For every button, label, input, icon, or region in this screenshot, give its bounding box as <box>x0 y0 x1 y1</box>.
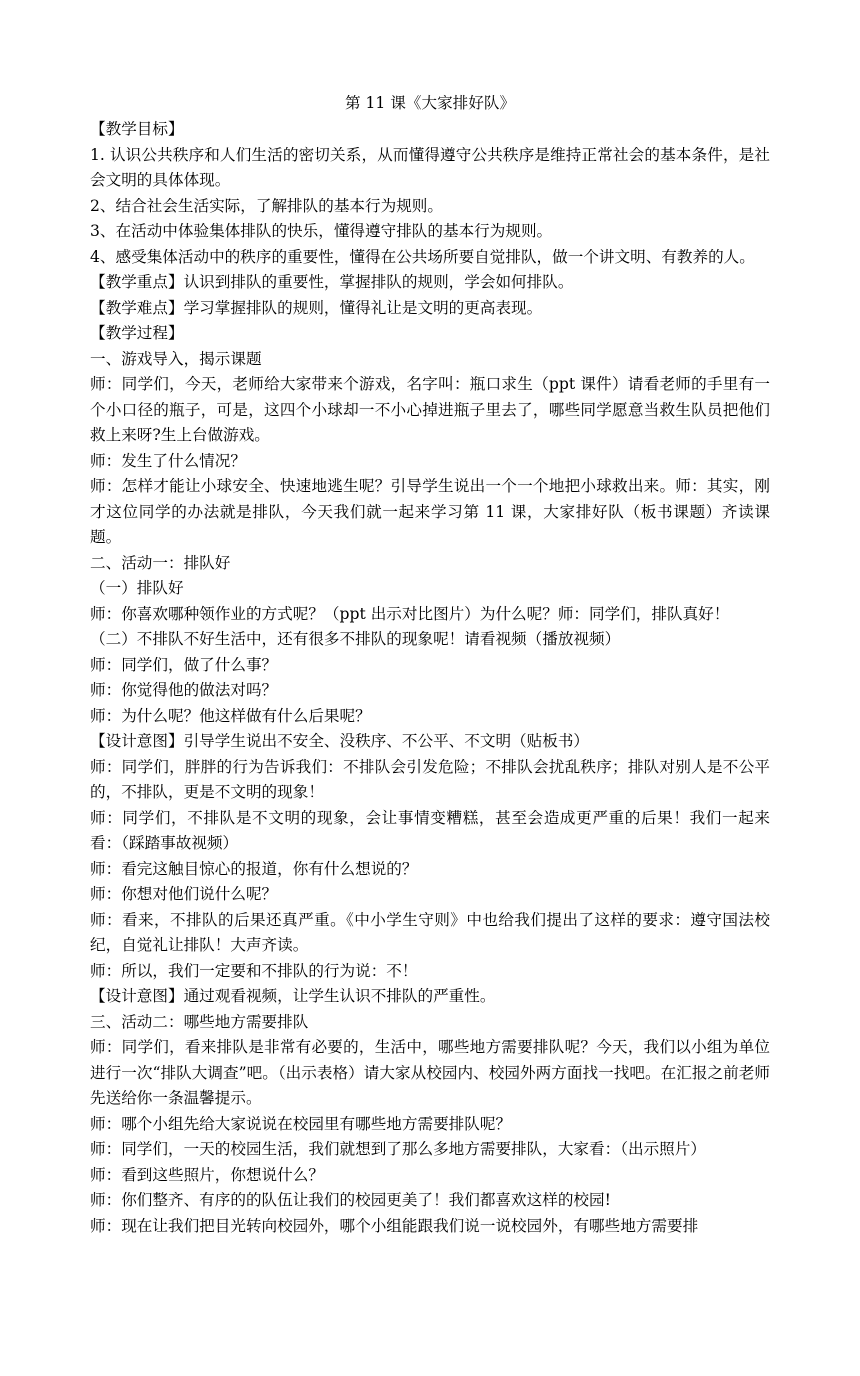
document-paragraph: 【教学重点】认识到排队的重要性，掌握排队的规则，学会如何排队。 <box>90 273 574 291</box>
document-paragraph: 师：同学们，看来排队是非常有必要的，生活中，哪些地方需要排队呢？今天，我们以小组为单位进行一次“排队大调查”吧。（出示表格）请大家从校园内、校园外两方面找一找吧。在汇报之前老师先送给你一条温馨提示。 <box>90 1038 770 1107</box>
document-paragraph: 师：为什么呢？他这样做有什么后果呢？ <box>90 706 371 725</box>
document-paragraph: （一）排队好 <box>90 579 184 597</box>
document-paragraph: 【教学过程】 <box>90 324 184 342</box>
document-page <box>90 90 770 1239</box>
document-title: 第 11 课《大家排好队》 <box>344 94 516 112</box>
document-paragraph: 师：所以，我们一定要和不排队的行为说：不！ <box>90 961 418 980</box>
document-paragraph: 【设计意图】引导学生说出不安全、没秩序、不公平、不文明（贴板书） <box>90 732 590 750</box>
document-paragraph: 3、在活动中体验集体排队的快乐，懂得遵守排队的基本行为规则。 <box>90 222 553 240</box>
document-paragraph: 师：看到这些照片，你想说什么？ <box>90 1165 324 1184</box>
document-paragraph: 【教学难点】学习掌握排队的规则，懂得礼让是文明的更高表现。 <box>90 298 543 317</box>
document-paragraph: 【设计意图】通过观看视频，让学生认识不排队的严重性。 <box>90 987 496 1005</box>
document-paragraph: 师：哪个小组先给大家说说在校园里有哪些地方需要排队呢？ <box>90 1114 512 1133</box>
document-paragraph: 师：同学们，做了什么事？ <box>90 655 278 674</box>
document-body <box>90 117 770 1239</box>
document-paragraph: 1. 认识公共秩序和人们生活的密切关系，从而懂得遵守公共秩序是维持正常社会的基本条件，是社会文明的具体体现。 <box>90 145 770 189</box>
document-paragraph: 师：你想对他们说什么呢？ <box>90 885 278 903</box>
document-paragraph: 三、活动二：哪些地方需要排队 <box>90 1012 309 1031</box>
document-paragraph: 师：现在让我们把目光转向校园外，哪个小组能跟我们说一说校园外，有哪些地方需要排 <box>90 1216 699 1235</box>
document-paragraph: 一、游戏导入，揭示课题 <box>90 349 262 368</box>
document-paragraph: 师：怎样才能让小球安全、快速地逃生呢？引导学生说出一个一个地把小球救出来。师：其实，刚才这位同学的办法就是排队，今天我们就一起来学习第 11 课，大家排好队（板书课题）齐读课题。 <box>90 477 770 546</box>
document-paragraph: （二）不排队不好生活中，还有很多不排队的现象呢！请看视频（播放视频） <box>90 630 621 648</box>
document-paragraph: 师：同学们，不排队是不文明的现象，会让事情变糟糕，甚至会造成更严重的后果！我们一起来看：（踩踏事故视频） <box>90 808 770 852</box>
document-paragraph: 师：看来，不排队的后果还真严重。《中小学生守则》中也给我们提出了这样的要求：遵守国法校纪，自觉礼让排队！大声齐读。 <box>90 910 770 954</box>
document-paragraph: 师：发生了什么情况？ <box>90 451 246 470</box>
document-paragraph: 师：同学们，今天，老师给大家带来个游戏，名字叫：瓶口求生（ppt 课件）请看老师的手里有一个小口径的瓶子，可是，这四个小球却一不小心掉进瓶子里去了，哪些同学愿意当救生队员把他们救上来呀?生上台做游戏。 <box>90 375 770 444</box>
document-paragraph: 师：你喜欢哪种领作业的方式呢？（ppt 出示对比图片）为什么呢？师：同学们，排队真好！ <box>90 604 730 623</box>
document-paragraph: 二、活动一：排队好 <box>90 553 231 572</box>
document-paragraph: 师：你觉得他的做法对吗？ <box>90 681 278 699</box>
document-paragraph: 4、感受集体活动中的秩序的重要性，懂得在公共场所要自觉排队，做一个讲文明、有教养的人。 <box>90 247 755 266</box>
document-paragraph: 师：同学们，胖胖的行为告诉我们：不排队会引发危险；不排队会扰乱秩序；排队对别人是不公平的，不排队，更是不文明的现象！ <box>90 757 770 801</box>
document-paragraph: 师：你们整齐、有序的的队伍让我们的校园更美了！我们都喜欢这样的校园! <box>90 1191 611 1209</box>
document-paragraph: 师：看完这触目惊心的报道，你有什么想说的？ <box>90 859 418 878</box>
document-paragraph: 2、结合社会生活实际，了解排队的基本行为规则。 <box>90 196 443 215</box>
document-paragraph: 【教学目标】 <box>90 120 184 138</box>
document-paragraph: 师：同学们，一天的校园生活，我们就想到了那么多地方需要排队，大家看：（出示照片） <box>90 1140 706 1158</box>
